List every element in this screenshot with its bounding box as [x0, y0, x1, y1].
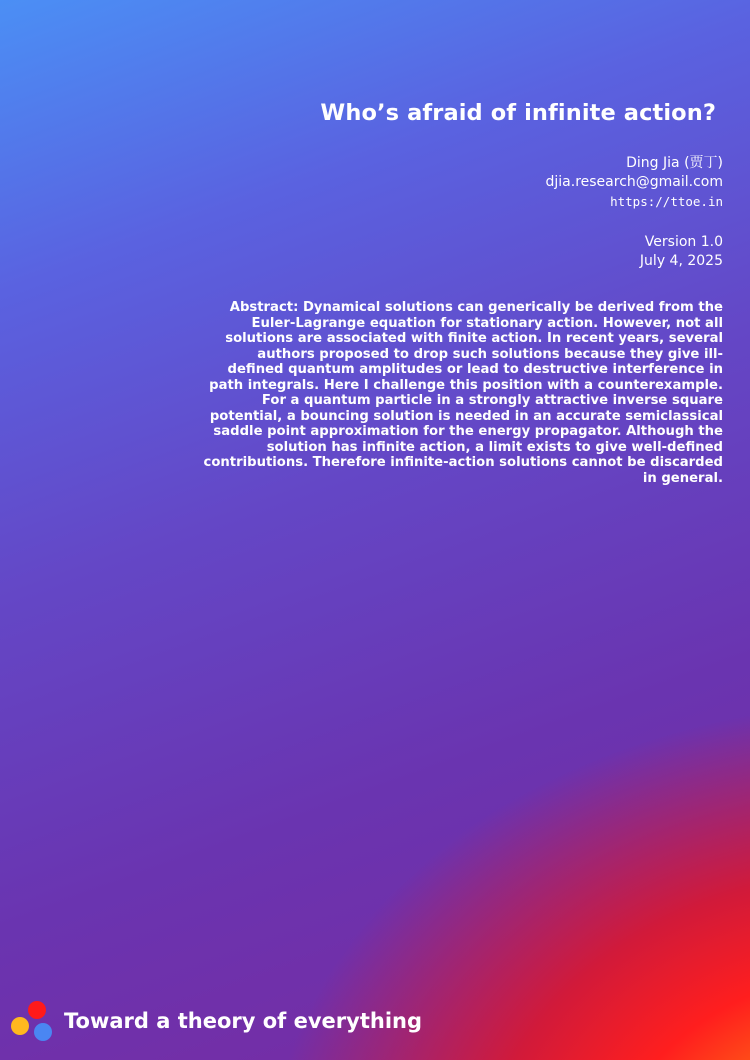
- abstract: Abstract: Dynamical solutions can generically be derived from the Euler-Lagrange equation for stationary action. However, not all solutions are associated with finite action. In recent years, several authors proposed to drop such solutions because they give ill-defined quantum amplitudes or lead to destructive interference in path integrals. Here I challenge this position with a counterexample. For a quantum particle in a strongly attractive inverse square potential, a bouncing solution is needed in an accurate semiclassical saddle point approximation for the energy propagator. Although the solution has infinite action, a limit exists to give well-defined contributions. Therefore infinite-action solutions cannot be discarded in general.: [203, 300, 723, 486]
- page-title: Who’s afraid of infinite action?: [320, 100, 716, 126]
- footer: [10, 998, 430, 1048]
- author-url[interactable]: https://ttoe.in: [610, 194, 723, 209]
- logo-dot-red: [28, 1001, 46, 1019]
- author-name: Ding Jia (贾丁): [626, 155, 723, 171]
- three-dots-logo-icon: [10, 998, 56, 1048]
- version-block: [640, 233, 723, 271]
- logo-dot-blue: [34, 1023, 52, 1041]
- footer-tagline: Toward a theory of everything: [64, 1009, 422, 1033]
- version-label: Version 1.0: [644, 234, 723, 250]
- logo-dot-yellow: [11, 1017, 29, 1035]
- author-email[interactable]: djia.research@gmail.com: [545, 174, 723, 190]
- author-block: [546, 154, 724, 211]
- publication-date: July 4, 2025: [639, 253, 723, 269]
